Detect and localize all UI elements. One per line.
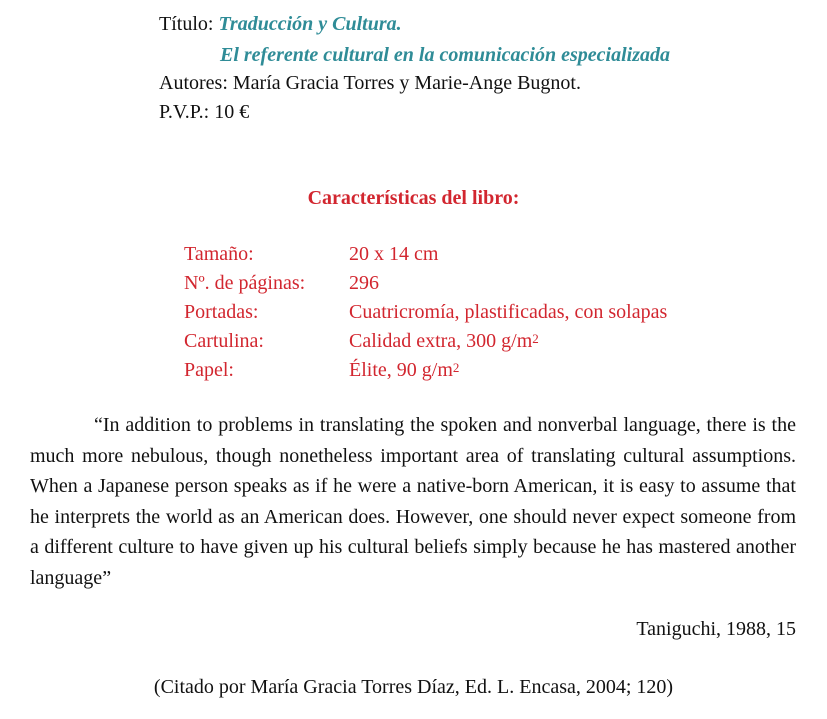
spec-value-pages: [349, 270, 379, 296]
spec-value-pages-text: 296: [349, 272, 379, 294]
title-line: [159, 11, 402, 37]
book-price: P.V.P.: 10 €: [159, 101, 250, 123]
spec-value-paper-sup: 2: [452, 360, 460, 375]
spec-label-size: Tamaño:: [184, 243, 254, 265]
book-subtitle: El referente cultural en la comunicación especializada: [220, 44, 670, 66]
features-heading: Características del libro:: [307, 187, 520, 209]
title-label: Título:: [159, 13, 214, 35]
spec-value-cardstock-sup: 2: [532, 331, 539, 346]
citation-note: (Citado por María Gracia Torres Díaz, Ed. L. Encasa, 2004; 120): [153, 676, 674, 698]
spec-value-cardstock: [349, 328, 539, 354]
spec-value-cardstock-text: Calidad extra, 300 g/m: [349, 330, 533, 352]
book-authors: Autores: María Gracia Torres y Marie-Ange Bugnot.: [159, 72, 581, 94]
spec-label-paper: Papel:: [184, 359, 234, 381]
quote-attribution: Taniguchi, 1988, 15: [636, 618, 796, 640]
spec-label-pages: Nº. de páginas:: [184, 272, 306, 294]
spec-value-size-text: 20 x 14 cm: [349, 243, 439, 265]
quote-paragraph: “In addition to problems in translating the spoken and nonverbal language, there is the much more nebulous, though nonetheless important area of translating cultural assumptions. When a Japanese person speaks as if he were a native-born American, it is easy to assume that he interprets the world as an American does. However, one should never expect someone from a different culture to have given up his cultural beliefs simply because he has mastered another language”: [30, 414, 796, 589]
spec-label-cardstock: Cartulina:: [184, 330, 264, 352]
spec-value-paper: [349, 357, 459, 383]
spec-value-covers: [349, 299, 667, 325]
spec-value-covers-text: Cuatricromía, plastificadas, con solapas: [349, 301, 668, 323]
spec-value-size: [349, 241, 438, 267]
book-title: Traducción y Cultura.: [218, 13, 402, 35]
spec-value-paper-text: Élite, 90 g/m: [349, 359, 453, 381]
spec-label-covers: Portadas:: [184, 301, 259, 323]
